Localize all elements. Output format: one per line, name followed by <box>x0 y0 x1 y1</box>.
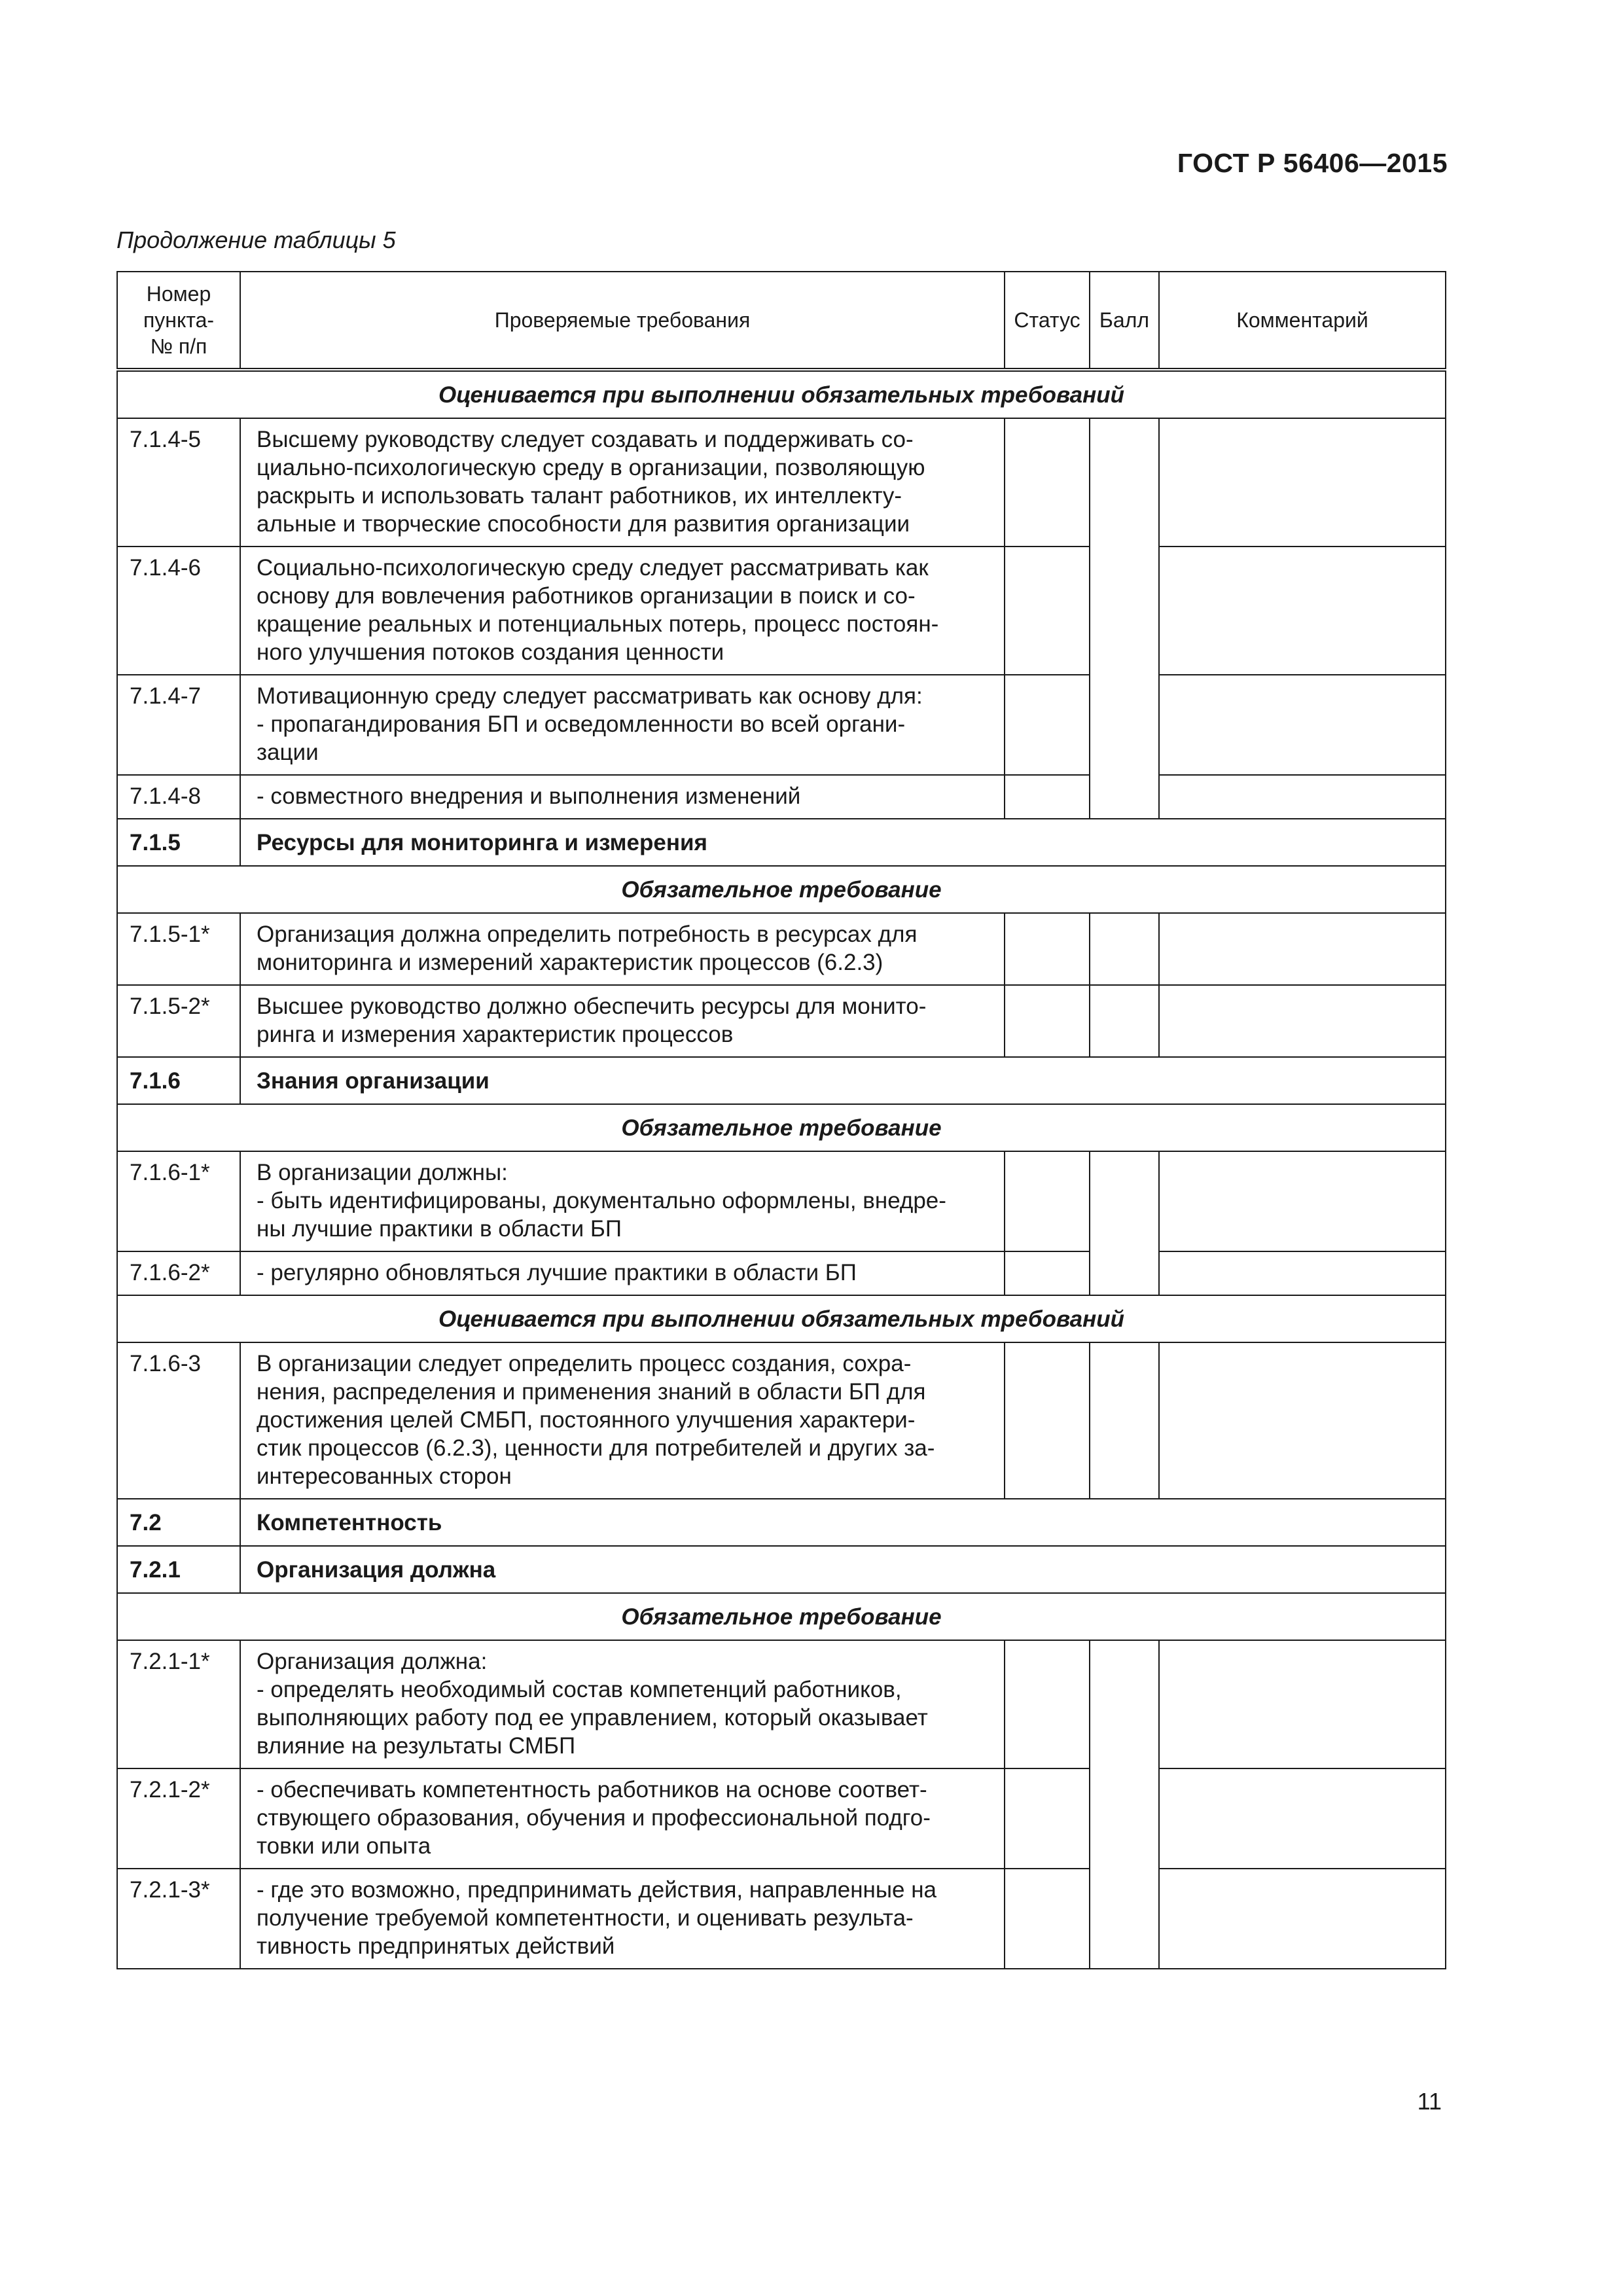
row-number: 7.1.4-7 <box>117 675 240 775</box>
table-row <box>117 1640 1446 1768</box>
table-row <box>117 1768 1446 1869</box>
score-cell[interactable] <box>1090 985 1159 1057</box>
requirement-line: - пропагандирования БП и осведомленности во всей органи- <box>257 711 906 737</box>
row-requirement <box>240 985 1005 1057</box>
section-number: 7.1.6 <box>117 1057 240 1104</box>
section-title: Ресурсы для мониторинга и измерения <box>240 819 1446 866</box>
comment-cell[interactable] <box>1159 1342 1446 1499</box>
score-cell[interactable] <box>1090 1342 1159 1499</box>
category-row <box>117 1295 1446 1342</box>
category-label: Обязательное требование <box>117 866 1446 913</box>
section-number: 7.2 <box>117 1499 240 1546</box>
requirement-line: - обеспечивать компетентность работников на основе соответ- <box>257 1777 927 1803</box>
section-title: Организация должна <box>240 1546 1446 1593</box>
requirement-line: ны лучшие практики в области БП <box>257 1216 622 1242</box>
requirement-line: - определять необходимый состав компетенций работников, <box>257 1677 902 1702</box>
header-number-line: Номер <box>146 282 211 306</box>
document-code: ГОСТ Р 56406—2015 <box>1177 148 1448 178</box>
row-number: 7.1.6-3 <box>117 1342 240 1499</box>
requirement-line: ного улучшения потоков создания ценности <box>257 639 724 665</box>
row-requirement <box>240 1151 1005 1251</box>
header-number <box>117 272 240 370</box>
requirement-line: Высшее руководство должно обеспечить ресурсы для монито- <box>257 994 927 1019</box>
table-row <box>117 775 1446 819</box>
requirement-line: альные и творческие способности для развития организации <box>257 511 910 537</box>
requirement-line: Организация должна: <box>257 1649 488 1674</box>
category-label: Оценивается при выполнении обязательных требований <box>117 1295 1446 1342</box>
row-number: 7.2.1-2* <box>117 1768 240 1869</box>
row-requirement <box>240 1251 1005 1295</box>
section-title: Знания организации <box>240 1057 1446 1104</box>
row-requirement <box>240 1768 1005 1869</box>
table-row <box>117 1342 1446 1499</box>
requirement-line: В организации должны: <box>257 1160 508 1185</box>
header-comment: Комментарий <box>1159 272 1446 370</box>
requirement-line: получение требуемой компетентности, и оценивать результа- <box>257 1905 914 1931</box>
category-row <box>117 1104 1446 1151</box>
requirement-line: интересованных сторон <box>257 1463 512 1489</box>
status-cell[interactable] <box>1005 775 1090 819</box>
comment-cell[interactable] <box>1159 1869 1446 1969</box>
requirement-line: раскрыть и использовать талант работников, их интеллекту- <box>257 483 902 509</box>
table-row <box>117 985 1446 1057</box>
requirement-line: Организация должна определить потребность в ресурсах для <box>257 922 918 947</box>
status-cell[interactable] <box>1005 547 1090 675</box>
requirement-line: Высшему руководству следует создавать и поддерживать со- <box>257 427 914 452</box>
comment-cell[interactable] <box>1159 985 1446 1057</box>
row-requirement <box>240 775 1005 819</box>
section-row <box>117 819 1446 866</box>
requirement-line: товки или опыта <box>257 1833 431 1859</box>
status-cell[interactable] <box>1005 1251 1090 1295</box>
requirement-line: - регулярно обновляться лучшие практики в области БП <box>257 1260 857 1285</box>
section-row <box>117 1546 1446 1593</box>
category-label: Обязательное требование <box>117 1104 1446 1151</box>
score-cell[interactable] <box>1090 913 1159 985</box>
status-cell[interactable] <box>1005 1151 1090 1251</box>
requirement-line: основу для вовлечения работников организации в поиск и со- <box>257 583 916 609</box>
comment-cell[interactable] <box>1159 1768 1446 1869</box>
row-requirement <box>240 913 1005 985</box>
requirement-line: Мотивационную среду следует рассматривать как основу для: <box>257 683 923 709</box>
header-number-line: № п/п <box>150 334 207 358</box>
requirement-line: В организации следует определить процесс создания, сохра- <box>257 1351 912 1376</box>
row-number: 7.1.5-1* <box>117 913 240 985</box>
page-number: 11 <box>1417 2088 1442 2115</box>
comment-cell[interactable] <box>1159 1640 1446 1768</box>
header-score: Балл <box>1090 272 1159 370</box>
requirement-line: - совместного внедрения и выполнения изменений <box>257 783 801 809</box>
section-row <box>117 1057 1446 1104</box>
category-row <box>117 1593 1446 1640</box>
table-row <box>117 1869 1446 1969</box>
category-label: Обязательное требование <box>117 1593 1446 1640</box>
section-number: 7.2.1 <box>117 1546 240 1593</box>
header-status: Статус <box>1005 272 1090 370</box>
requirement-line: зации <box>257 740 319 765</box>
comment-cell[interactable] <box>1159 418 1446 547</box>
row-requirement <box>240 1640 1005 1768</box>
status-cell[interactable] <box>1005 1869 1090 1969</box>
table-continuation-label: Продолжение таблицы 5 <box>116 226 396 253</box>
requirement-line: мониторинга и измерений характеристик процессов (6.2.3) <box>257 950 883 975</box>
section-row <box>117 1499 1446 1546</box>
score-cell[interactable] <box>1090 418 1159 819</box>
comment-cell[interactable] <box>1159 1251 1446 1295</box>
requirement-line: стик процессов (6.2.3), ценности для потребителей и других за- <box>257 1435 935 1461</box>
row-requirement <box>240 1869 1005 1969</box>
status-cell[interactable] <box>1005 1768 1090 1869</box>
requirement-line: ринга и измерения характеристик процессов <box>257 1022 734 1047</box>
status-cell[interactable] <box>1005 1640 1090 1768</box>
table-row <box>117 418 1446 547</box>
row-requirement <box>240 1342 1005 1499</box>
requirement-line: тивность предпринятых действий <box>257 1933 615 1959</box>
status-cell[interactable] <box>1005 985 1090 1057</box>
row-requirement <box>240 547 1005 675</box>
row-number: 7.2.1-3* <box>117 1869 240 1969</box>
row-requirement <box>240 675 1005 775</box>
comment-cell[interactable] <box>1159 775 1446 819</box>
table-row <box>117 1251 1446 1295</box>
requirement-line: нения, распределения и применения знаний в области БП для <box>257 1379 926 1405</box>
comment-cell[interactable] <box>1159 1151 1446 1251</box>
requirement-line: выполняющих работу под ее управлением, который оказывает <box>257 1705 928 1731</box>
table-header-row <box>117 272 1446 370</box>
row-number: 7.1.6-1* <box>117 1151 240 1251</box>
requirements-table <box>116 271 1446 1969</box>
section-title: Компетентность <box>240 1499 1446 1546</box>
header-number-line: пункта- <box>143 308 215 332</box>
section-number: 7.1.5 <box>117 819 240 866</box>
table-row <box>117 913 1446 985</box>
row-number: 7.1.6-2* <box>117 1251 240 1295</box>
score-cell[interactable] <box>1090 1151 1159 1295</box>
row-number: 7.1.4-5 <box>117 418 240 547</box>
category-row <box>117 370 1446 418</box>
status-cell[interactable] <box>1005 675 1090 775</box>
table-row <box>117 547 1446 675</box>
requirement-line: Социально-психологическую среду следует рассматривать как <box>257 555 929 581</box>
comment-cell[interactable] <box>1159 913 1446 985</box>
category-row <box>117 866 1446 913</box>
score-cell[interactable] <box>1090 1640 1159 1969</box>
status-cell[interactable] <box>1005 418 1090 547</box>
category-label: Оценивается при выполнении обязательных требований <box>117 370 1446 418</box>
row-requirement <box>240 418 1005 547</box>
status-cell[interactable] <box>1005 1342 1090 1499</box>
requirement-line: достижения целей СМБП, постоянного улучшения характери- <box>257 1407 916 1433</box>
requirement-line: циально-психологическую среду в организации, позволяющую <box>257 455 925 480</box>
requirement-line: - где это возможно, предпринимать действия, направленные на <box>257 1877 937 1903</box>
requirement-line: влияние на результаты СМБП <box>257 1733 576 1759</box>
comment-cell[interactable] <box>1159 547 1446 675</box>
row-number: 7.2.1-1* <box>117 1640 240 1768</box>
status-cell[interactable] <box>1005 913 1090 985</box>
requirement-line: ствующего образования, обучения и профессиональной подго- <box>257 1805 931 1831</box>
requirement-line: - быть идентифицированы, документально оформлены, внедре- <box>257 1188 946 1213</box>
requirement-line: кращение реальных и потенциальных потерь, процесс постоян- <box>257 611 939 637</box>
header-requirements: Проверяемые требования <box>240 272 1005 370</box>
row-number: 7.1.4-8 <box>117 775 240 819</box>
row-number: 7.1.5-2* <box>117 985 240 1057</box>
table-row <box>117 675 1446 775</box>
row-number: 7.1.4-6 <box>117 547 240 675</box>
table-row <box>117 1151 1446 1251</box>
comment-cell[interactable] <box>1159 675 1446 775</box>
